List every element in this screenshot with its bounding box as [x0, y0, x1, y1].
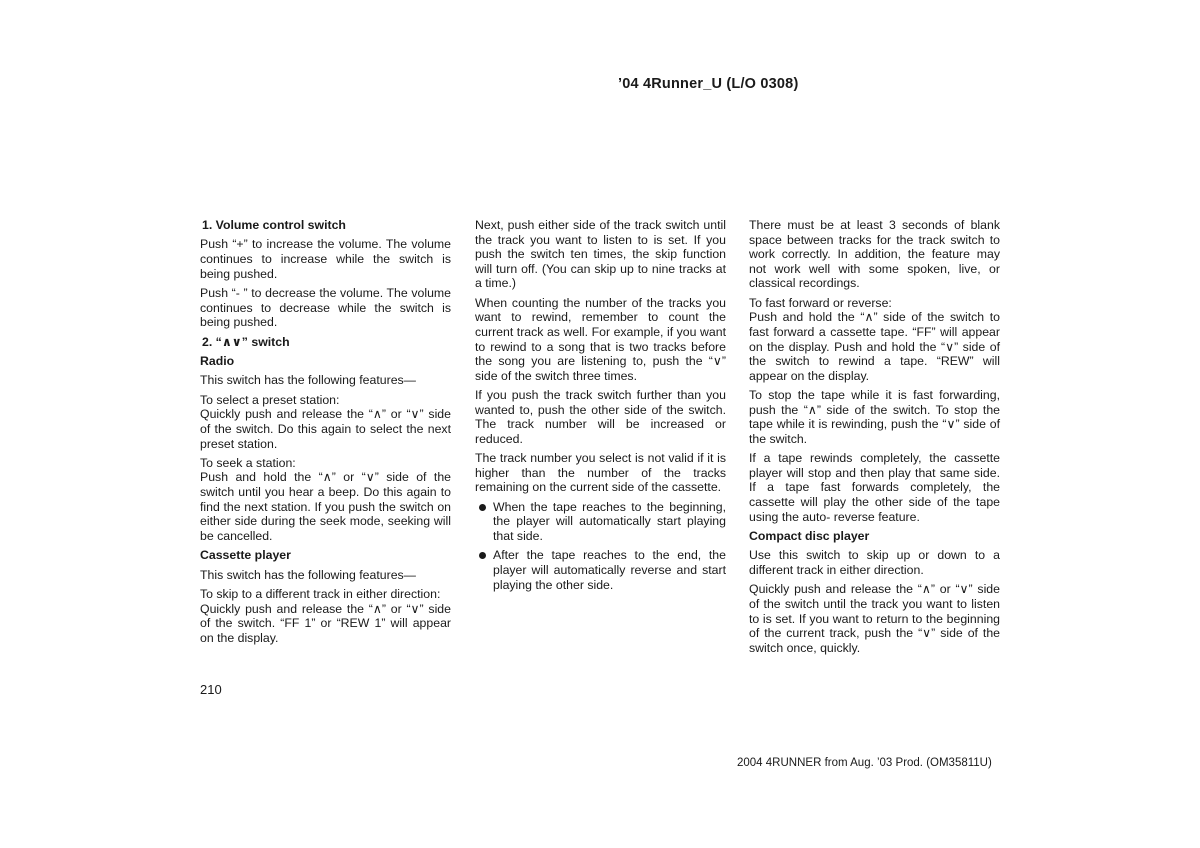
section-heading-up-down-switch: 2. “∧∨” switch [202, 334, 290, 349]
paragraph: To fast forward or reverse: [749, 295, 892, 310]
text-column-middle [475, 218, 726, 597]
paragraph: Next, push either side of the track switch until the track you want to listen to is set. If you push the switch ten times, the skip function will turn off. (You can skip up to nine tracks at a time.) [475, 218, 726, 291]
bullet-item [475, 500, 726, 544]
paragraph: To stop the tape while it is fast forwarding, push the “∧” side of the switch. To stop the tape while it is rewinding, push the “∨” side of the switch. [749, 388, 1000, 446]
subheading-cassette-player: Cassette player [200, 548, 291, 563]
paragraph: Push and hold the “∧” side of the switch to fast forward a cassette tape. “FF” will appear on the display. Push and hold the “∨” side of the switch to rewind a tape. “REW” will appear on the display. [749, 310, 1000, 383]
paragraph: Use this switch to skip up or down to a different track in either direction. [749, 548, 1000, 578]
paragraph: To seek a station: [200, 455, 296, 470]
paragraph: Quickly push and release the “∧” or “∨” side of the switch. “FF 1” or “REW 1” will appear on the display. [200, 601, 451, 645]
paragraph: Quickly push and release the “∧” or “∨” side of the switch. Do this again to select the next preset station. [200, 407, 451, 451]
paragraph: The track number you select is not valid if it is higher than the number of the tracks remaining on the current side of the cassette. [475, 451, 726, 495]
bullet-dot-icon [479, 552, 486, 559]
paragraph: Push “+” to increase the volume. The volume continues to increase while the switch is being pushed. [200, 237, 451, 281]
text-column-left [200, 218, 451, 650]
paragraph: There must be at least 3 seconds of blank space between tracks for the track switch to work correctly. In addition, the feature may not work well with some spoken, live, or classical recordings. [749, 218, 1000, 291]
paragraph: If you push the track switch further than you wanted to, push the other side of the switch. The track number will be increased or reduced. [475, 388, 726, 446]
paragraph: When counting the number of the tracks you want to rewind, remember to count the current track as well. For example, if you want to rewind to a song that is two tracks before the song you are listening to, push the “∨” side of the switch three times. [475, 295, 726, 383]
bullet-text: After the tape reaches to the end, the player will automatically reverse and start playing the other side. [493, 548, 726, 592]
paragraph: To skip to a different track in either direction: [200, 587, 441, 602]
section-heading-volume-control: 1. Volume control switch [202, 218, 346, 232]
bullet-dot-icon [479, 504, 486, 511]
subheading-compact-disc-player: Compact disc player [749, 529, 870, 544]
paragraph: This switch has the following features— [200, 373, 416, 388]
paragraph: Push and hold the “∧” or “∨” side of the switch until you hear a beep. Do this again to find the next station. If you push the switch on either side during the seek mode, seeking will be cancelled. [200, 470, 451, 543]
text-column-right [749, 218, 1000, 660]
paragraph: Push “- ” to decrease the volume. The volume continues to decrease while the switch is being pushed. [200, 285, 451, 330]
paragraph: If a tape rewinds completely, the cassette player will stop and then play that same side. If a tape fast forwards completely, the cassette will play the other side of the tape using the auto- reverse feature. [749, 451, 1000, 524]
paragraph: This switch has the following features— [200, 567, 416, 582]
bullet-text: When the tape reaches to the beginning, the player will automatically start playing that side. [493, 499, 726, 544]
paragraph: Quickly push and release the “∧” or “∨” side of the switch until the track you want to listen to is set. If you want to return to the beginning of the current track, push the “∨” side of the switch once, quickly. [749, 582, 1000, 655]
bullet-item [475, 548, 726, 592]
page-number: 210 [200, 682, 222, 697]
subheading-radio: Radio [200, 353, 235, 368]
paragraph: To select a preset station: [200, 392, 340, 407]
footer-text: 2004 4RUNNER from Aug. ’03 Prod. (OM35811U) [737, 757, 992, 769]
document-header-title: ’04 4Runner_U (L/O 0308) [618, 76, 799, 92]
